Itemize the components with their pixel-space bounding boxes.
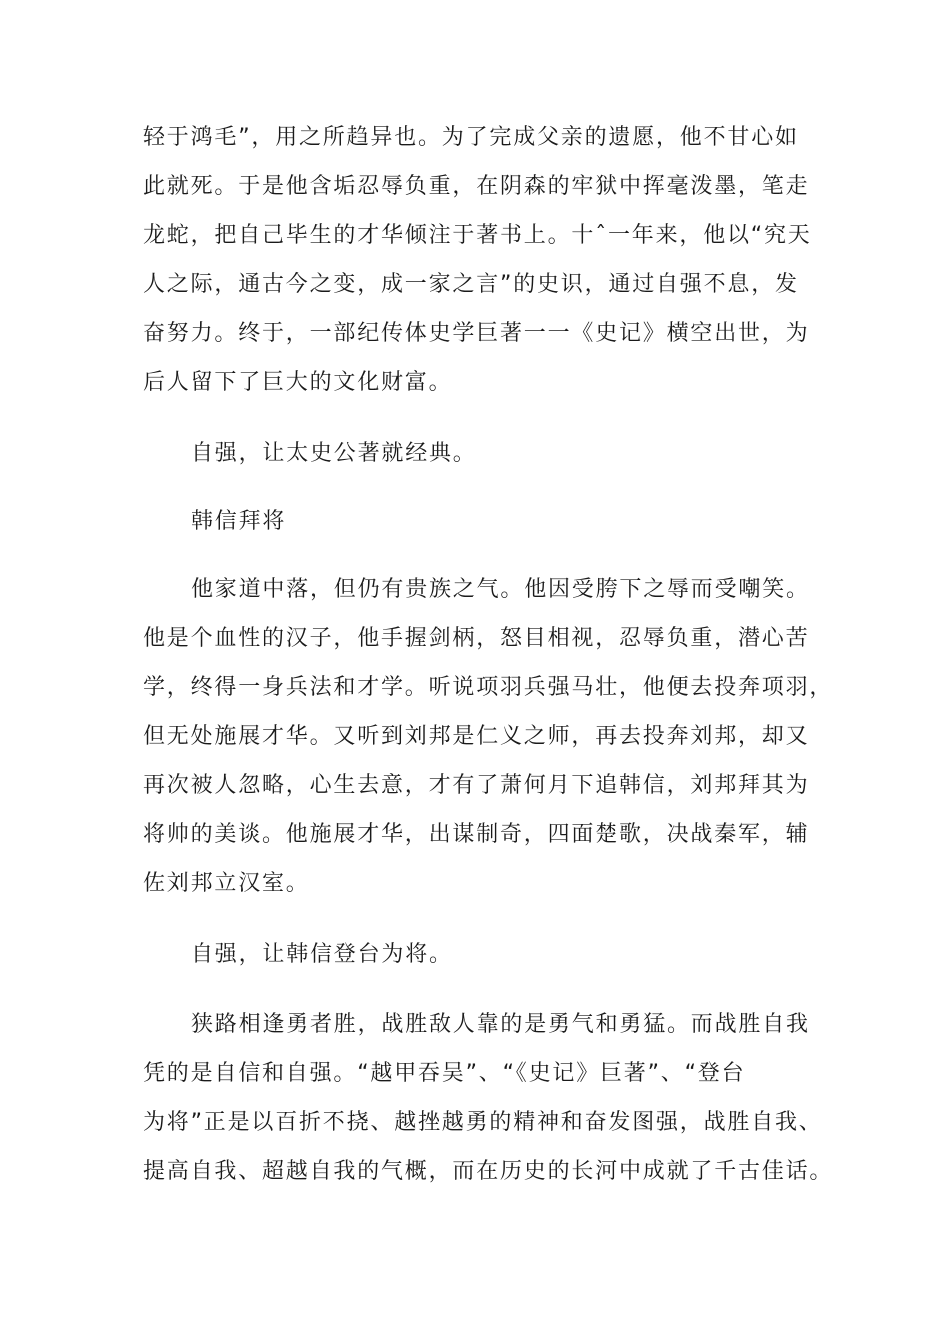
- text-line: 龙蛇，把自己毕生的才华倾注于著书上。十ˆ一年来，他以“究天: [143, 223, 812, 248]
- text-line: 他是个血性的汉子，他手握剑柄，怒目相视，忍辱负重，潜心苦: [143, 626, 810, 651]
- text-line: 为将”正是以百折不挠、越挫越勇的精神和奋发图强，战胜自我、: [143, 1110, 823, 1135]
- text-line: 学，终得一身兵法和才学。听说项羽兵强马壮，他便去投奔项羽，: [143, 675, 834, 700]
- paragraph-han-xin-conclusion: [143, 930, 833, 979]
- paragraph-sima-qian-continued: [143, 113, 833, 407]
- text-line: 提高自我、超越自我的气概，而在历史的长河中成就了千古佳话。: [143, 1159, 834, 1184]
- text-line: 此就死。于是他含垢忍辱负重，在阴森的牢狱中挥毫泼墨，笔走: [143, 174, 810, 199]
- paragraph-han-xin-story: [143, 565, 833, 908]
- text-line: 狭路相逢勇者胜，战胜敌人靠的是勇气和勇猛。而战胜自我: [191, 1012, 810, 1037]
- text-line: 奋努力。终于，一部纪传体史学巨著一一《史记》横空出世，为: [143, 321, 810, 346]
- text-line: 轻于鸿毛”，用之所趋异也。为了完成父亲的遗愿，他不甘心如: [143, 125, 799, 150]
- text-line: 凭的是自信和自强。“越甲吞吴”、“《史记》巨著”、“登台: [143, 1061, 746, 1086]
- paragraph-summary: [143, 1000, 833, 1196]
- text-line: 人之际，通古今之变，成一家之言”的史识，通过自强不息，发: [143, 272, 799, 297]
- text-line: 再次被人忽略，心生去意，才有了萧何月下追韩信，刘邦拜其为: [143, 773, 810, 798]
- text-line: 将帅的美谈。他施展才华，出谋制奇，四面楚歌，决战秦军，辅: [143, 822, 810, 847]
- text-line: 但无处施展才华。又听到刘邦是仁义之师，再去投奔刘邦，却又: [143, 724, 810, 749]
- text-line: 自强，让太史公著就经典。: [191, 441, 477, 466]
- text-line: 后人留下了巨大的文化财富。: [143, 370, 453, 395]
- section-heading-han-xin: [143, 497, 833, 546]
- text-line: 他家道中落，但仍有贵族之气。他因受胯下之辱而受嘲笑。: [191, 577, 810, 602]
- text-line: 佐刘邦立汉室。: [143, 871, 310, 896]
- paragraph-sima-qian-conclusion: [143, 429, 833, 478]
- text-line: 韩信拜将: [191, 509, 287, 534]
- text-line: 自强，让韩信登台为将。: [191, 942, 453, 967]
